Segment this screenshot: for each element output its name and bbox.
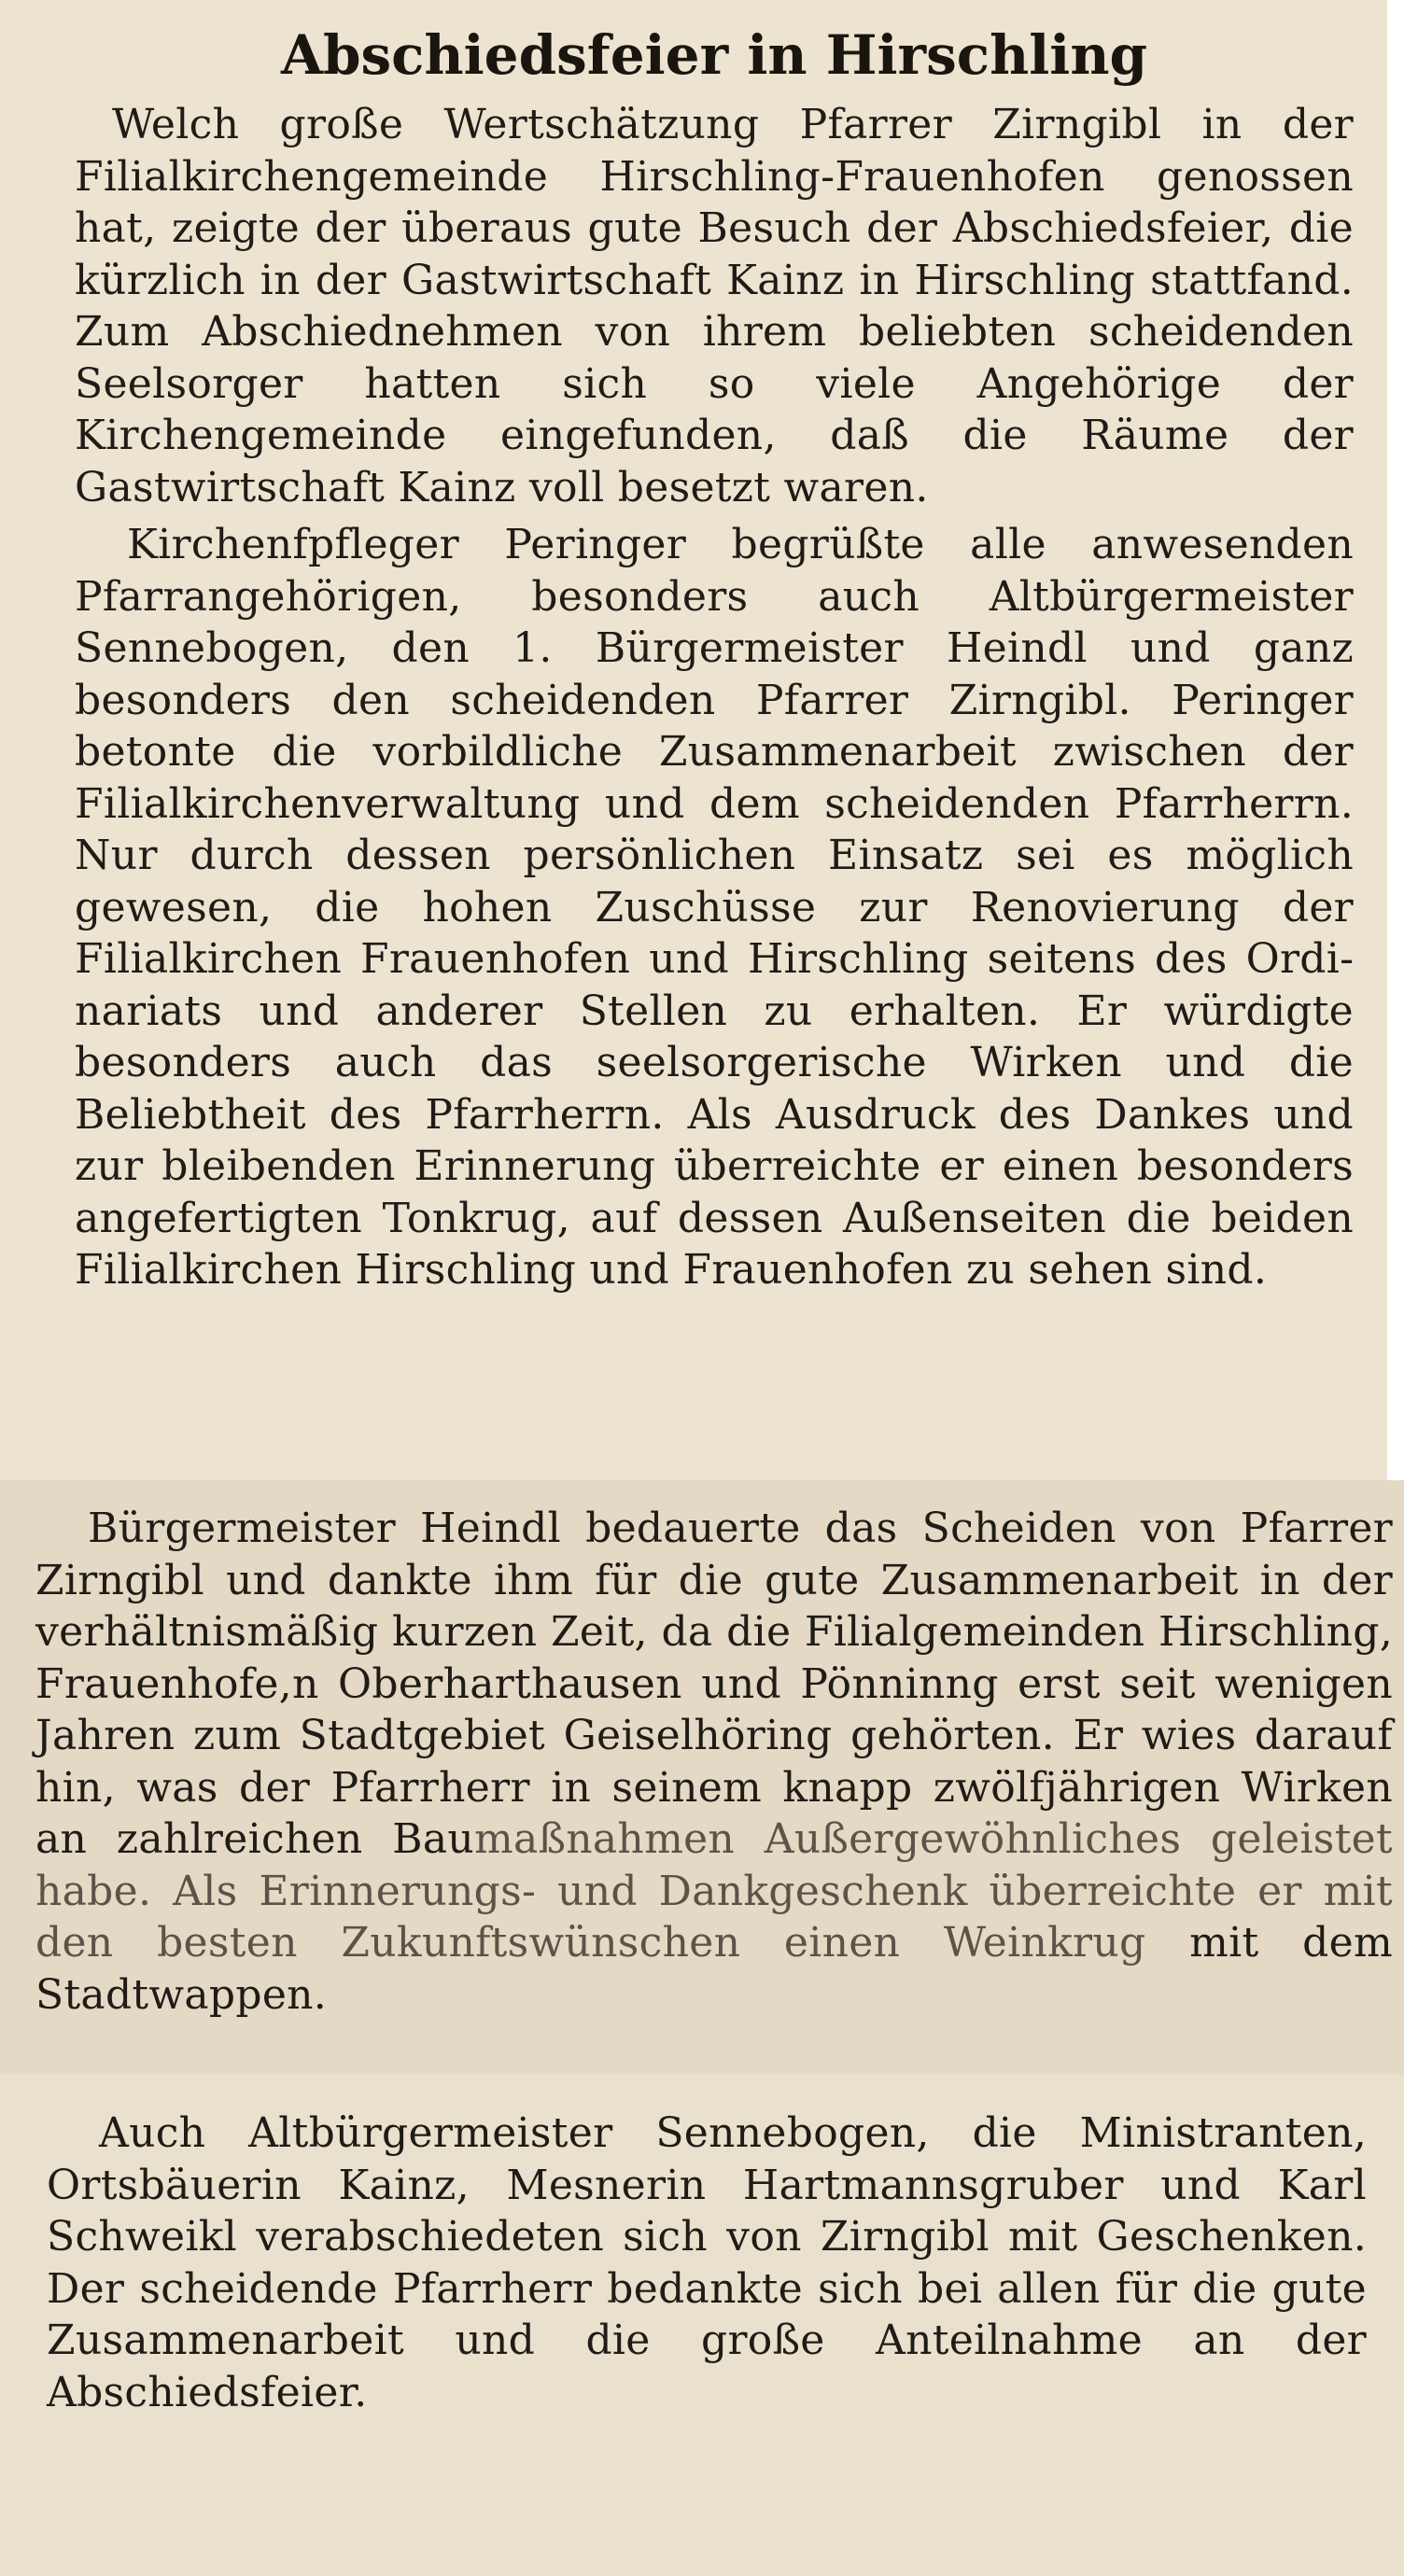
article-paragraph-3-end: mit dem Stadtwappen. xyxy=(35,1919,1393,2019)
article-paragraph-1: Welch große Wertschätzung Pfarrer Zirngibl in der Filialkirchengemeinde Hirschling-Frauenhofen genossen hat, zeigte der überaus gute Besuch der Abschiedsfeier, die kürzlich in der Gastwirtschaft Kainz in Hirschling stattfand. Zum Abschiednehmen von ihrem beliebten scheidenden Seelsorger hatten sich so viele Angehörige der Kirchengemeinde eingefunden, daß die Räume der Gastwirtschaft Kainz voll besetzt waren. xyxy=(75,101,1354,511)
article-paragraph-2: Kirchenfpfleger Peringer begrüßte alle anwesenden Pfarrangehörigen, besonders auch Altbürgermeister Sennebogen, den 1. Bürgermeister Heindl und ganz besonders den scheidenden Pfarrer Zirngibl. Peringer betonte die vorbildliche Zusammenarbeit zwischen der Filialkirchenverwaltung und dem scheidenden Pfarrherrn. Nur durch dessen persönlichen Einsatz sei es möglich gewesen, die hohen Zuschüsse zur Renovierung der Filialkirchen Frauenhofen und Hirschling seitens des Ordinariats und anderer Stellen zu erhalten. Er würdigte besonders auch das seelsorgerische Wirken und die Beliebtheit des Pfarrherrn. Als Ausdruck des Dankes und zur bleibenden Erinnerung überreichte er einen besonders angefertigten Tonkrug, auf dessen Außenseiten die beiden Filialkirchen Hirschling und Frauenhofen zu sehen sind. xyxy=(75,521,1354,1294)
article-paragraph-3-text: Bürgermeister Heindl bedauerte das Scheiden von Pfarrer Zirngibl und dankte ihm für die gute Zusammenarbeit in der verhältnismäßig kurzen Zeit, da die Filialgemeinden Hirschling, Frauenhofe,n Oberharthausen und Pönninng erst seit wenigen Jahren zum Stadtgebiet Geiselhöring gehörten. Er wies darauf hin, was der Pfarrherr in seinem knapp zwölfjährigen Wirken an zahlreichen Bau xyxy=(35,1505,1393,1863)
article-paragraph-3-damaged-text: maßnahmen Außergewöhnliches geleistet habe. Als Erinnerungs- und Dankgeschenk überreichte er mit den besten Zukunftswünschen einen Weinkrug xyxy=(35,1815,1393,1967)
clipping-section-middle xyxy=(0,1480,1404,2074)
article-paragraph-4: Auch Altbürgermeister Sennebogen, die Ministranten, Ortsbäuerin Kainz, Mesnerin Hartmannsgruber und Karl Schweikl verabschiedeten sich von Zirngibl mit Geschenken. Der scheidende Pfarrherr bedankte sich bei allen für die gute Zusammenarbeit und die große Anteilnahme an der Abschiedsfeier. xyxy=(47,2109,1367,2416)
article-title: Abschiedsfeier in Hirschling xyxy=(280,23,1148,87)
clipping-section-bottom xyxy=(0,2074,1404,2576)
article-paragraph-3 xyxy=(35,1503,1393,2021)
